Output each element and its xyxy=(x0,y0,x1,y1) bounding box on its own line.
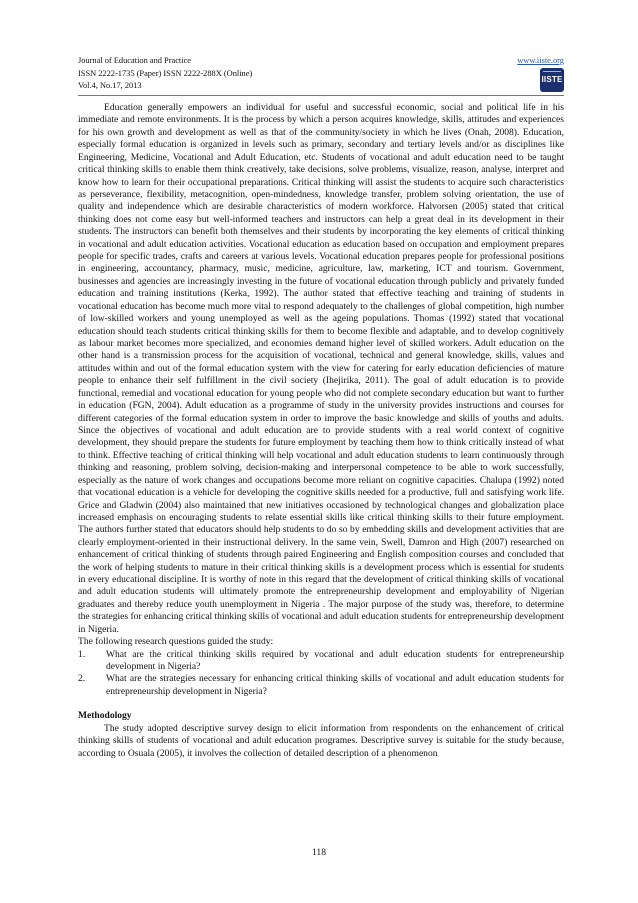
volume-line: Vol.4, No.17, 2013 xyxy=(78,81,142,91)
article-body xyxy=(78,102,564,760)
research-question-2 xyxy=(78,673,564,698)
header-divider xyxy=(78,95,564,96)
methodology-paragraph: The study adopted descriptive survey design to elicit information from respondents on the enhancement of critical thinking skills of students of vocational and adult education programes. Descriptive survey is suitable for the study because, according to Osuala (2005), it involves the collection of detailed description of a phenomenon xyxy=(78,722,564,759)
running-header xyxy=(78,55,564,93)
logo-text: IISTE xyxy=(541,75,563,84)
research-question-1 xyxy=(78,649,564,674)
logo-stripe xyxy=(543,71,561,72)
iiste-logo xyxy=(540,68,564,92)
question-number: 2. xyxy=(78,673,86,685)
research-questions-intro: The following research questions guided the study: xyxy=(78,636,274,648)
journal-url-link[interactable]: www.iiste.org xyxy=(517,56,564,65)
section-heading-methodology: Methodology xyxy=(78,710,132,722)
body-paragraph-1: Education generally empowers an individual for useful and successful economic, social and political life in his immediate and remote environments. It is the process by which a person acquires knowledge, skills, attitudes and experiences for his own growth and development as well as that of the community/society in which he lives (Onah, 2008). Education, especially formal education is organized in levels such as primary, secondary and tertiary levels and/or as disciplines like Engineering, Medicine, Vocational and Adult Education, etc. Students of vocational and adult education need to be taught critical thinking skills to enable them think creatively, take decisions, solve problems, visualize, reason, analyse, interpret and know how to learn for their occupational preparations. Critical thinking will assist the students to acquire such characteristics as perseverance, flexibility, metacognition, open-mindedness, knowledge transfer, problem solving orientation, the use of quality and independence which are desirable characteristics of modern workforce. Halvorsen (2005) stated that critical thinking does not come easy but well-informed teachers and instructors can help a great deal in its development in their students. The instructors can benefit both themselves and their students by incorporating the key elements of critical thinking in vocational and adult education activities. Vocational education as education based on occupation and employment prepares people for specific trades, crafts and careers at various levels. Vocational education prepares people for professional positions in engineering, accountancy, pharmacy, music, medicine, agriculture, law, marketing, ICT and tourism. Government, businesses and agencies are increasingly investing in the future of vocational education through publicly and privately funded education and training institutions (Kerka, 1992). The author stated that effective teaching and training of students in vocational education has become much more vital to respond adequately to the challenges of global competition, high number of low-skilled workers and young unemployed as well as the ageing populations. Thomas (1992) stated that vocational education should teach students critical thinking skills for them to become flexible and adaptable, and to develop cognitively as labour market becomes more specialized, and economies demand higher level of skilled workers. Adult education on the other hand is a transmission process for the acquisition of vocational, technical and general knowledge, skills, values and attitudes within and out of the formal education system with the view for catering for early education deficiencies of mature people to enhance their self fulfillment in the civil society (Ihejirika, 2011). The goal of adult education is to provide functional, remedial and vocational education for young people who did not complete secondary education but want to further in education (FGN, 2004). Adult education as a programme of study in the university provides instructions and courses for different categories of the formal education system in order to improve the basic knowledge and skills of youths and adults. Since the objectives of vocational and adult education are to provide students with a real world context of cognitive development, they should prepare the students for future employment by teaching them how to think critically instead of what to think. Effective teaching of critical thinking will help vocational and adult education students to learn continuously through thinking and reasoning, problem solving, decision-making and interpersonal competence to be able to work successfully, especially as the nature of work changes and occupations become more reliant on cognitive capacities. Chalupa (1992) noted that vocational education is a vehicle for developing the cognitive skills needed for a productive, full and satisfying work life. Grice and Gladwin (2004) also maintained that new initiatives occasioned by technological changes and globalization place increased emphasis on encouraging students to relate essential skills like critical thinking skills to their future employment. The authors further stated that educators should help students to do so by embedding skills and development activities that are clearly employment-oriented in their instructional delivery. In the same vein, Swell, Damron and High (2007) researched on enhancement of critical thinking of students through paired Engineering and English composition courses and concluded that the work of helping students to mature in their critical thinking skills is a development process which is essential for students in every educational discipline. It is worthy of note in this regard that the development of critical thinking skills of vocational and adult education students will ultimately promote the entrepreneurship development and employability of Nigerian graduates and thereby reduce youth unemployment in Nigeria . The major purpose of the study was, therefore, to determine the strategies for enhancing critical thinking skills of vocational and adult education students for entrepreneurship development in Nigeria. xyxy=(78,102,564,635)
question-number: 1. xyxy=(78,648,86,660)
section-spacer xyxy=(78,698,564,710)
question-text: What are the strategies necessary for enhancing critical thinking skills of vocational and adult education students for entrepreneurship development in Nigeria? xyxy=(106,673,564,697)
question-text: What are the critical thinking skills required by vocational and adult education students for entrepreneurship development in Nigeria? xyxy=(106,648,564,672)
journal-name: Journal of Education and Practice xyxy=(78,56,192,65)
issn-line: ISSN 2222-1735 (Paper) ISSN 2222-288X (Online) xyxy=(78,68,253,78)
page-number: 118 xyxy=(312,847,326,858)
